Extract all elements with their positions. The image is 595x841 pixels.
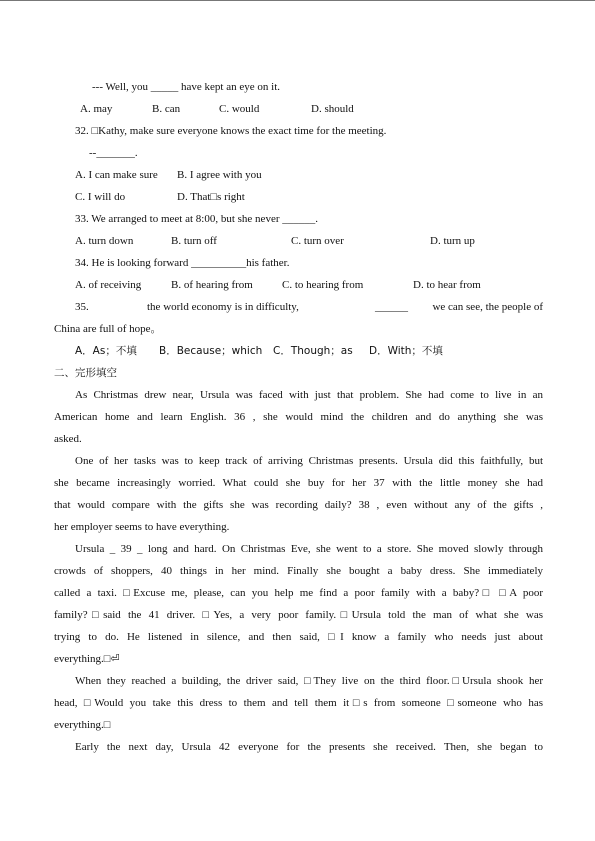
q35-option-d: D．With；不填 — [369, 345, 443, 357]
passage-p1-line2: American home and learn English. 36 , she would mind the children and do anything she was — [54, 411, 543, 423]
q34-option-d: D. to hear from — [413, 279, 481, 291]
q31-option-c: C. would — [219, 103, 260, 115]
section-heading-cloze: 二、完形填空 — [54, 367, 117, 379]
page-top-border — [0, 0, 595, 1]
q33-option-a: A. turn down — [75, 235, 134, 247]
q34-option-b: B. of hearing from — [171, 279, 253, 291]
passage-p1-line1: As Christmas drew near, Ursula was faced with just that problem. She had come to live in an — [75, 389, 543, 401]
q32-reply: --_______. — [89, 147, 138, 159]
passage-p4-line3: everything.□ — [54, 719, 111, 731]
q35-number: 35. — [75, 301, 89, 313]
q35-option-c: C．Though；as — [273, 345, 353, 357]
passage-p4-line2: head, □Would you take this dress to them and tell them it□s from someone □someone who has — [54, 697, 543, 709]
q34-stem: 34. He is looking forward __________his father. — [75, 257, 290, 269]
q31-stem: --- Well, you _____ have kept an eye on it. — [92, 81, 280, 93]
q34-option-c: C. to hearing from — [282, 279, 364, 291]
q35-stem-mid: the world economy is in difficulty, — [147, 301, 299, 313]
q33-stem: 33. We arranged to meet at 8:00, but she never ______. — [75, 213, 318, 225]
passage-p2-line1: One of her tasks was to keep track of arriving Christmas presents. Ursula did this faithfully, but — [75, 455, 543, 467]
q31-option-d: D. should — [311, 103, 354, 115]
q35-option-a: A．As；不填 — [75, 345, 137, 357]
passage-p3-line6: everything.□⏎ — [54, 653, 120, 665]
q32-stem: 32. □Kathy, make sure everyone knows the exact time for the meeting. — [75, 125, 387, 137]
q32-option-d: D. That□s right — [177, 191, 245, 203]
q35-stem-line2: China are full of hope。 — [54, 323, 162, 335]
passage-p3-line5: trying to do. He listened in silence, and then said, □I know a family who needs just about — [54, 631, 543, 643]
q33-option-c: C. turn over — [291, 235, 344, 247]
q35-blank: ______ — [375, 301, 408, 313]
passage-p2-line3: that would compare with the gifts she was recording daily? 38 , even without any of the gifts , — [54, 499, 543, 511]
q32-option-b: B. I agree with you — [177, 169, 262, 181]
passage-p5-line1: Early the next day, Ursula 42 everyone for the presents she received. Then, she began to — [75, 741, 543, 753]
passage-p3-line2: crowds of shoppers, 40 things in her mind. Finally she bought a baby dress. She immediately — [54, 565, 543, 577]
passage-p2-line2: she became increasingly worried. What could she buy for her 37 with the little money she had — [54, 477, 543, 489]
q35-stem-end: we can see, the people of — [432, 301, 543, 313]
q33-option-d: D. turn up — [430, 235, 475, 247]
q34-option-a: A. of receiving — [75, 279, 142, 291]
passage-p2-line4: her employer seems to have everything. — [54, 521, 230, 533]
passage-p3-line1: Ursula _ 39 _ long and hard. On Christmas Eve, she went to a store. She moved slowly through — [75, 543, 543, 555]
q35-option-b: B．Because；which — [159, 345, 263, 357]
passage-p3-line4: family?□said the 41 driver. □Yes, a very poor family.□Ursula told the man of what she was — [54, 609, 543, 621]
q33-option-b: B. turn off — [171, 235, 217, 247]
q31-option-b: B. can — [152, 103, 181, 115]
q32-option-c: C. I will do — [75, 191, 126, 203]
q31-option-a: A. may — [80, 103, 113, 115]
passage-p4-line1: When they reached a building, the driver said, □They live on the third floor.□Ursula shook her — [75, 675, 543, 687]
passage-p3-line3: called a taxi. □Excuse me, please, can you help me find a poor family with a baby?□ □A poor — [54, 587, 543, 599]
q32-option-a: A. I can make sure — [75, 169, 158, 181]
passage-p1-line3: asked. — [54, 433, 82, 445]
